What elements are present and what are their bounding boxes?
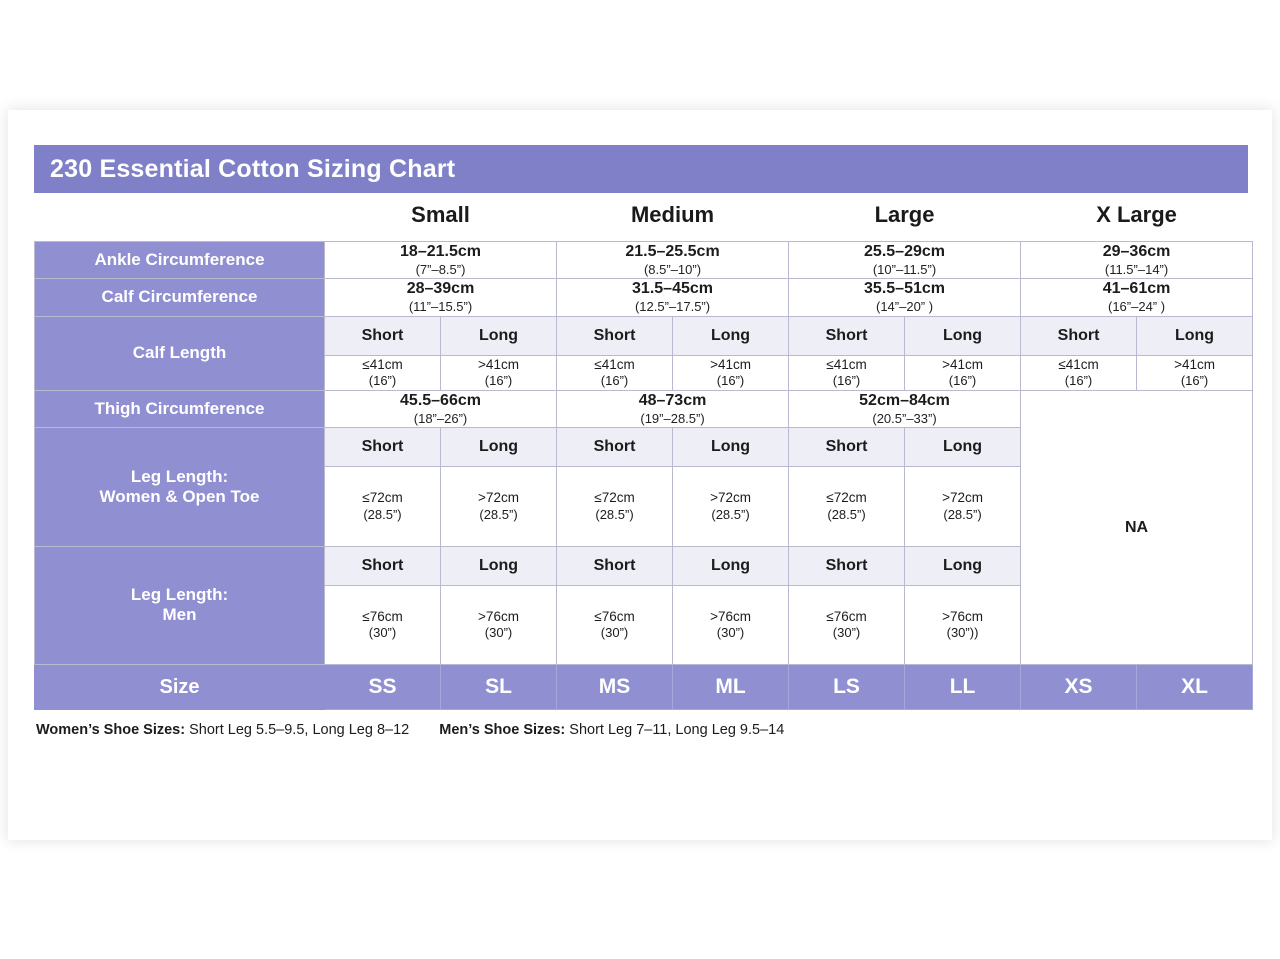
- leg-men-value-3: [673, 585, 789, 664]
- ankle-medium-cell: [557, 242, 789, 279]
- calf-length-value-7-sub: (16”): [1180, 373, 1209, 389]
- row-label-calf-circumference: Calf Circumference: [35, 279, 325, 316]
- leg-men-value-5-main: >76cm: [942, 608, 983, 624]
- size-header-spacer: [35, 193, 325, 242]
- calf-circ-xlarge-cell: [1021, 279, 1253, 316]
- calf-length-sublabel-0: Short: [325, 316, 441, 355]
- leg-men-value-2-main: ≤76cm: [594, 608, 635, 624]
- row-label-leg-length-men-line2: Men: [162, 605, 197, 625]
- calf-length-value-0: [325, 355, 441, 390]
- leg-men-value-4-sub: (30”): [832, 625, 861, 641]
- ankle-xlarge-cell: [1021, 242, 1253, 279]
- calf-length-value-6: [1021, 355, 1137, 390]
- leg-women-value-5-main: >72cm: [942, 490, 983, 506]
- calf-length-value-1-main: >41cm: [478, 356, 519, 372]
- calf-length-value-3: [673, 355, 789, 390]
- leg-men-value-0: [325, 585, 441, 664]
- calf-length-sublabel-3: Long: [673, 316, 789, 355]
- thigh-large-cell: [789, 390, 1021, 427]
- row-label-leg-length-men: [35, 546, 325, 664]
- table-row: [35, 242, 1253, 279]
- calf-length-value-4-main: ≤41cm: [826, 356, 867, 372]
- calf-circ-xlarge-main: 41–61cm: [1102, 280, 1171, 298]
- leg-women-value-2: [557, 467, 673, 546]
- row-label-leg-length-men-line1: Leg Length:: [130, 585, 229, 605]
- leg-men-value-3-sub: (30”): [716, 625, 745, 641]
- leg-women-value-0: [325, 467, 441, 546]
- leg-women-sublabel-0: Short: [325, 428, 441, 467]
- row-label-size: Size: [35, 665, 325, 710]
- thigh-large-main: 52cm–84cm: [859, 391, 950, 409]
- leg-women-value-3-main: >72cm: [710, 490, 751, 506]
- ankle-small-main: 18–21.5cm: [400, 243, 481, 260]
- leg-men-sublabel-2: Short: [557, 546, 673, 585]
- size-code-sl: SL: [441, 665, 557, 710]
- leg-men-sublabel-4: Short: [789, 546, 905, 585]
- size-code-xs: XS: [1021, 665, 1137, 710]
- calf-length-value-3-main: >41cm: [710, 356, 751, 372]
- leg-women-value-4-main: ≤72cm: [826, 490, 867, 506]
- calf-length-sublabel-7: Long: [1137, 316, 1253, 355]
- calf-circ-medium-sub: (12.5”–17.5”): [634, 299, 711, 315]
- size-header-large: Large: [789, 193, 1021, 242]
- leg-women-value-3-sub: (28.5”): [711, 506, 750, 522]
- calf-length-value-3-sub: (16”): [716, 373, 745, 389]
- leg-women-value-5-sub: (28.5”): [943, 506, 982, 522]
- calf-length-value-2-sub: (16”): [600, 373, 629, 389]
- leg-women-value-1: [441, 467, 557, 546]
- table-row: [35, 316, 1253, 355]
- size-code-ms: MS: [557, 665, 673, 710]
- calf-length-value-5: [905, 355, 1021, 390]
- calf-length-value-1: [441, 355, 557, 390]
- calf-length-value-4: [789, 355, 905, 390]
- sizing-table: [34, 193, 1253, 710]
- leg-men-value-1-sub: (30”): [484, 625, 513, 641]
- leg-women-sublabel-4: Short: [789, 428, 905, 467]
- leg-women-sublabel-2: Short: [557, 428, 673, 467]
- chart-inner: [34, 145, 1248, 738]
- size-header-xlarge: X Large: [1021, 193, 1253, 242]
- row-label-ankle-circumference: Ankle Circumference: [35, 242, 325, 279]
- ankle-medium-main: 21.5–25.5cm: [625, 243, 720, 260]
- calf-length-sublabel-6: Short: [1021, 316, 1137, 355]
- leg-men-sublabel-5: Long: [905, 546, 1021, 585]
- womens-shoe-sizes-value: Short Leg 5.5–9.5, Long Leg 8–12: [189, 722, 410, 739]
- leg-men-value-2-sub: (30”): [600, 625, 629, 641]
- calf-length-value-1-sub: (16”): [484, 373, 513, 389]
- womens-shoe-sizes-label: Women’s Shoe Sizes:: [36, 722, 186, 739]
- ankle-xlarge-sub: (11.5”–14”): [1104, 262, 1169, 277]
- calf-length-value-7: [1137, 355, 1253, 390]
- leg-men-sublabel-3: Long: [673, 546, 789, 585]
- ankle-xlarge-main: 29–36cm: [1102, 243, 1171, 260]
- mens-shoe-sizes-value: Short Leg 7–11, Long Leg 9.5–14: [569, 722, 785, 739]
- ankle-medium-sub: (8.5”–10”): [643, 262, 702, 277]
- size-code-row: [35, 665, 1253, 710]
- calf-length-value-6-main: ≤41cm: [1058, 356, 1099, 372]
- ankle-large-sub: (10”–11.5”): [872, 262, 937, 277]
- calf-length-value-2: [557, 355, 673, 390]
- leg-women-value-2-sub: (28.5”): [595, 506, 634, 522]
- thigh-medium-cell: [557, 390, 789, 427]
- leg-men-value-0-sub: (30”): [368, 625, 397, 641]
- leg-men-value-3-main: >76cm: [710, 608, 751, 624]
- shoe-size-footnote: [34, 722, 1248, 738]
- leg-women-sublabel-1: Long: [441, 428, 557, 467]
- row-label-leg-length-women-line1: Leg Length:: [130, 466, 229, 486]
- page-title: 230 Essential Cotton Sizing Chart: [50, 154, 456, 183]
- leg-women-value-5: [905, 467, 1021, 546]
- row-label-calf-length: Calf Length: [35, 316, 325, 390]
- leg-women-value-3: [673, 467, 789, 546]
- calf-circ-large-main: 35.5–51cm: [864, 280, 945, 298]
- thigh-small-sub: (18”–26”): [413, 410, 468, 426]
- calf-length-value-5-sub: (16”): [948, 373, 977, 389]
- calf-length-value-0-main: ≤41cm: [362, 356, 403, 372]
- thigh-large-sub: (20.5”–33”): [872, 410, 937, 426]
- size-code-xl: XL: [1137, 665, 1253, 710]
- calf-circ-medium-cell: [557, 279, 789, 316]
- calf-circ-medium-main: 31.5–45cm: [632, 280, 713, 298]
- calf-length-value-4-sub: (16”): [832, 373, 861, 389]
- leg-men-value-0-main: ≤76cm: [362, 608, 403, 624]
- leg-women-value-0-sub: (28.5”): [363, 506, 402, 522]
- size-code-ml: ML: [673, 665, 789, 710]
- mens-shoe-sizes-label: Men’s Shoe Sizes:: [439, 722, 566, 739]
- leg-women-value-0-main: ≤72cm: [362, 490, 403, 506]
- leg-women-value-2-main: ≤72cm: [594, 490, 635, 506]
- sizing-chart-card: [8, 110, 1272, 840]
- calf-length-value-6-sub: (16”): [1064, 373, 1093, 389]
- size-header-row: [35, 193, 1253, 242]
- thigh-small-main: 45.5–66cm: [400, 391, 481, 409]
- leg-women-sublabel-5: Long: [905, 428, 1021, 467]
- calf-length-value-5-main: >41cm: [942, 356, 983, 372]
- thigh-medium-sub: (19”–28.5”): [640, 410, 705, 426]
- calf-length-value-2-main: ≤41cm: [594, 356, 635, 372]
- leg-men-value-1-main: >76cm: [478, 608, 519, 624]
- leg-women-value-1-sub: (28.5”): [479, 506, 518, 522]
- leg-men-value-2: [557, 585, 673, 664]
- leg-women-value-4: [789, 467, 905, 546]
- leg-women-sublabel-3: Long: [673, 428, 789, 467]
- leg-men-value-1: [441, 585, 557, 664]
- size-header-medium: Medium: [557, 193, 789, 242]
- leg-men-value-5-sub: (30”)): [946, 625, 979, 641]
- calf-length-sublabel-2: Short: [557, 316, 673, 355]
- leg-women-value-1-main: >72cm: [478, 490, 519, 506]
- ankle-small-cell: [325, 242, 557, 279]
- calf-circ-large-sub: (14”–20” ): [875, 299, 934, 315]
- calf-length-sublabel-1: Long: [441, 316, 557, 355]
- row-label-leg-length-women-line2: Women & Open Toe: [99, 486, 260, 506]
- calf-length-sublabel-4: Short: [789, 316, 905, 355]
- calf-length-value-7-main: >41cm: [1174, 356, 1215, 372]
- thigh-medium-main: 48–73cm: [638, 391, 707, 409]
- calf-length-value-0-sub: (16”): [368, 373, 397, 389]
- xlarge-na-cell: NA: [1021, 390, 1253, 664]
- calf-circ-small-cell: [325, 279, 557, 316]
- row-label-leg-length-women: [35, 428, 325, 546]
- calf-circ-small-main: 28–39cm: [406, 280, 475, 298]
- table-row: [35, 279, 1253, 316]
- leg-men-value-4-main: ≤76cm: [826, 608, 867, 624]
- chart-title-bar: [34, 145, 1248, 193]
- ankle-large-main: 25.5–29cm: [864, 243, 945, 260]
- calf-circ-large-cell: [789, 279, 1021, 316]
- calf-length-sublabel-5: Long: [905, 316, 1021, 355]
- leg-women-value-4-sub: (28.5”): [827, 506, 866, 522]
- size-code-ls: LS: [789, 665, 905, 710]
- size-code-ss: SS: [325, 665, 441, 710]
- leg-men-sublabel-0: Short: [325, 546, 441, 585]
- row-label-thigh-circumference: Thigh Circumference: [35, 390, 325, 427]
- ankle-large-cell: [789, 242, 1021, 279]
- leg-men-value-5: [905, 585, 1021, 664]
- calf-circ-xlarge-sub: (16”–24” ): [1108, 299, 1166, 315]
- table-row: [35, 390, 1253, 427]
- size-code-ll: LL: [905, 665, 1021, 710]
- ankle-small-sub: (7”–8.5”): [415, 262, 466, 277]
- calf-circ-small-sub: (11”–15.5”): [408, 299, 473, 315]
- leg-men-sublabel-1: Long: [441, 546, 557, 585]
- size-header-small: Small: [325, 193, 557, 242]
- leg-men-value-4: [789, 585, 905, 664]
- thigh-small-cell: [325, 390, 557, 427]
